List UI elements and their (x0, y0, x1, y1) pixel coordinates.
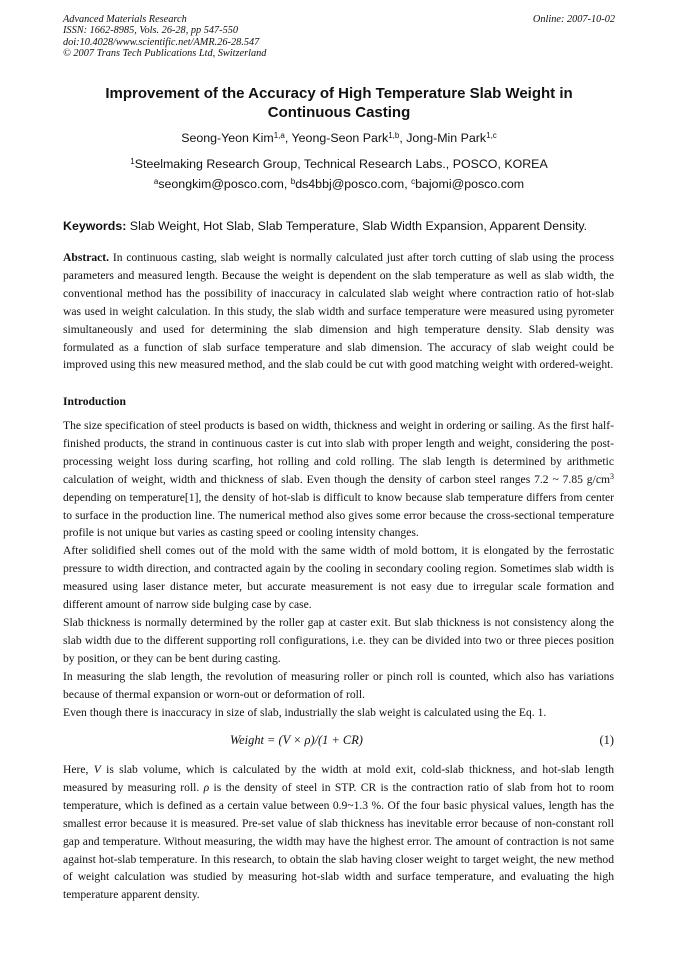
publication-header (63, 14, 615, 59)
keywords-label: Keywords: (63, 219, 127, 233)
paragraph: Slab thickness is normally determined by the roller gap at caster exit. But slab thickness is not consistency along the slab width due to the different supporting roll configurations, i.e. they can be divided into two or three pieces position by position, or they can be bent during casting. (63, 615, 614, 665)
email-link[interactable]: bajomi@posco.com (415, 177, 525, 191)
author-name: Yeong-Seon Park (291, 131, 389, 145)
email-list: $^a$seongkim@posco.com, $^b$ds4bbj@posco.com, $^c$bajomi@posco.com (153, 177, 525, 191)
paragraph: In measuring the slab length, the revolution of measuring roller or pinch roll is counted, which also has variations because of thermal expansion or worn-out or deformation of roll. (63, 669, 614, 701)
author-list: Seong-Yeon Kim$^{1,a}$, Yeong-Seon Park$^{1,b}$, Jong-Min Park$^{1,c}$ (181, 131, 497, 145)
keywords-text: Slab Weight, Hot Slab, Slab Temperature, Slab Width Expansion, Apparent Density. (126, 219, 588, 233)
abstract-text: In continuous casting, slab weight is normally calculated just after torch cutting of slab using the process parameters and measured length. Because the weight is dependent on the slab temperature as well as slab width, the conventional method has the possibility of inaccuracy in calculated slab weight where contraction ratio of hot-slab was used in weight calculation. In this study, the slab width and surface temperature were measured using pyrometer simultaneously and used for determining the slab dimension and high temperature density. Slab density was formulated as a function of slab surface temperature and slab dimension. The accuracy of slab weight could be improved using this new measured method, and the slab could be cut with good matching weight with ordered-weight. (63, 251, 614, 372)
author-name: Seong-Yeon Kim (181, 131, 274, 145)
author-superscript: 1,a (273, 131, 285, 140)
email-link[interactable]: seongkim@posco.com (158, 177, 284, 191)
equation-expression: Weight = (V × ρ)/(1 + CR) (230, 733, 363, 747)
journal-name: Advanced Materials Research (63, 14, 187, 25)
author-name: Jong-Min Park (406, 131, 487, 145)
author-superscript: 1,b (388, 131, 400, 140)
introduction-body (63, 417, 614, 721)
copyright: © 2007 Trans Tech Publications Ltd, Switzerland (63, 47, 267, 59)
paragraph: After solidified shell comes out of the mold with the same width of mold bottom, it is elongated by the ferrostatic pressure to width direction, and contracted again by the cooling in secondary cooling region. Sometimes slab width is measured using laser distance meter, but accurate measurement is not easy due to irregular scale formation and different amount of narrow side bulging case by case. (63, 544, 614, 612)
issn: ISSN: 1662-8985, Vols. 26-28, pp 547-550 (63, 25, 239, 37)
paragraph: Even though there is inaccuracy in size of slab, industrially the slab weight is calculated using the Eq. 1. (63, 705, 547, 719)
abstract (63, 249, 614, 374)
doi: doi:10.4028/www.scientific.net/AMR.26-28.547 (63, 36, 260, 48)
section-heading-introduction: Introduction (63, 395, 126, 408)
equation-explanation: Here, V is slab volume, which is calculated by the width at mold exit, cold-slab thickness, and hot-slab length measured by measuring roll. ρ is the density of steel in STP. CR is the contraction ratio of slab from hot to room temperature, which is defined as a certain value between 0.9~1.3 %. Of the four basic physical values, length has the smallest error because it is measured. Pre-set value of slab thickness has inevitable error because of non-constant roll gap and temperature. Without measuring, the width may have the highest error. The amount of contraction is not same against hot-slab temperature. In this research, to obtain the slab having closer weight to target weight, the new method of weight calculation was studied by measuring hot-slab width and surface temperature, and evaluating the high temperature apparent density. (63, 763, 615, 902)
paragraph: The size specification of steel products is based on width, thickness and weight in ordering or sailing. As the first half-finished products, the strand in continuous caster is cut into slab with proper length and weight, considering the post-processing weight loss during scarfing, hot rolling and cold rolling. The slab length is determined by arithmetic calculation of weight, width and thickness of slab. Even though the density of carbon steel ranges 7.2 ~ 7.85 $g/cm^3$ depending on temperature[1], the density of hot-slab is difficult to know because slab temperature differs from center to surface in the production line. The numerical method also gives some error because the cross-sectional temperature profile is not unique but varies as casting speed or cooling intensity changes. (63, 419, 614, 540)
email-link[interactable]: ds4bbj@posco.com (295, 177, 405, 191)
equation-number: (1) (599, 733, 614, 747)
equation-1 (63, 733, 614, 751)
affiliation: $^1$Steelmaking Research Group, Technical Research Labs., POSCO, KOREA (130, 157, 548, 171)
paper-title: Improvement of the Accuracy of High Temperature Slab Weight in Continuous Casting (105, 85, 573, 121)
abstract-label: Abstract. (63, 251, 110, 264)
online-date: Online: 2007-10-02 (532, 14, 615, 25)
keywords (63, 219, 623, 233)
author-superscript: 1,c (486, 131, 497, 140)
